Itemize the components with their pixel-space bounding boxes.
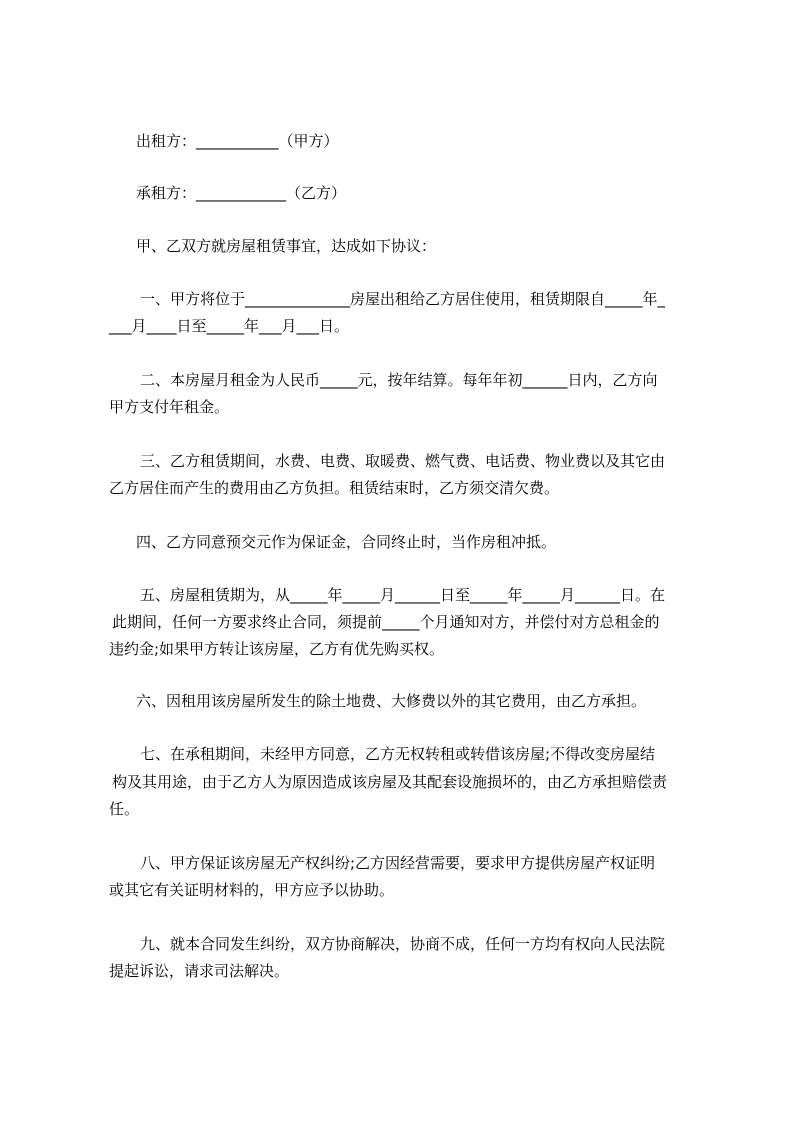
clause-1-line-1: 一、甲方将位于______________房屋出租给乙方居住使用，租赁期限自_____年_ [140,290,666,308]
clause-7-line-2: 构及其用途，由于乙方人为原因造成该房屋及其配套设施损坏的，由乙方承担赔偿责 [112,773,668,791]
clause-5-line-2: 此期间，任何一方要求终止合同，须提前_____个月通知对方，并偿付对方总租金的 [112,613,660,631]
clause-9-line-1: 九、就本合同发生纠纷，双方协商解决，协商不成，任何一方均有权向人民法院 [140,935,666,953]
clause-6-line: 六、因租用该房屋所发生的除土地费、大修费以外的其它费用，由乙方承担。 [136,692,647,710]
clause-7-line-3: 任。 [109,800,140,818]
clause-8-line-2: 或其它有关证明材料的，甲方应予以协助。 [109,881,395,899]
clause-5-line-1: 五、房屋租赁期为，从_____年_____月______日至_____年_____月______日。在 [140,586,666,604]
clause-3-line-1: 三、乙方租赁期间，水费、电费、取暖费、燃气费、电话费、物业费以及其它由 [140,452,666,470]
clause-7-line-1: 七、在承租期间，未经甲方同意，乙方无权转租或转借该房屋;不得改变房屋结 [140,745,656,763]
clause-4-line: 四、乙方同意预交元作为保证金，合同终止时，当作房租冲抵。 [136,533,557,551]
clause-2-line-1: 二、本房屋月租金为人民币_____元，按年结算。每年年初______日内，乙方向 [140,371,658,389]
clause-8-line-1: 八、甲方保证该房屋无产权纠纷;乙方因经营需要，要求甲方提供房屋产权证明 [140,854,656,872]
clause-9-line-2: 提起诉讼，请求司法解决。 [109,962,290,980]
preamble-line: 甲、乙双方就房屋租赁事宜，达成如下协议： [136,237,437,255]
lessee-line: 承租方：____________（乙方） [136,184,347,202]
clause-3-line-2: 乙方居住而产生的费用由乙方负担。租赁结束时，乙方须交清欠费。 [109,479,560,497]
clause-1-line-2: ___月____日至_____年___月___日。 [109,317,350,335]
clause-2-line-2: 甲方支付年租金。 [109,398,230,416]
clause-5-line-3: 违约金;如果甲方转让该房屋，乙方有优先购买权。 [109,640,445,658]
lessor-line: 出租方：___________（甲方） [136,132,339,150]
